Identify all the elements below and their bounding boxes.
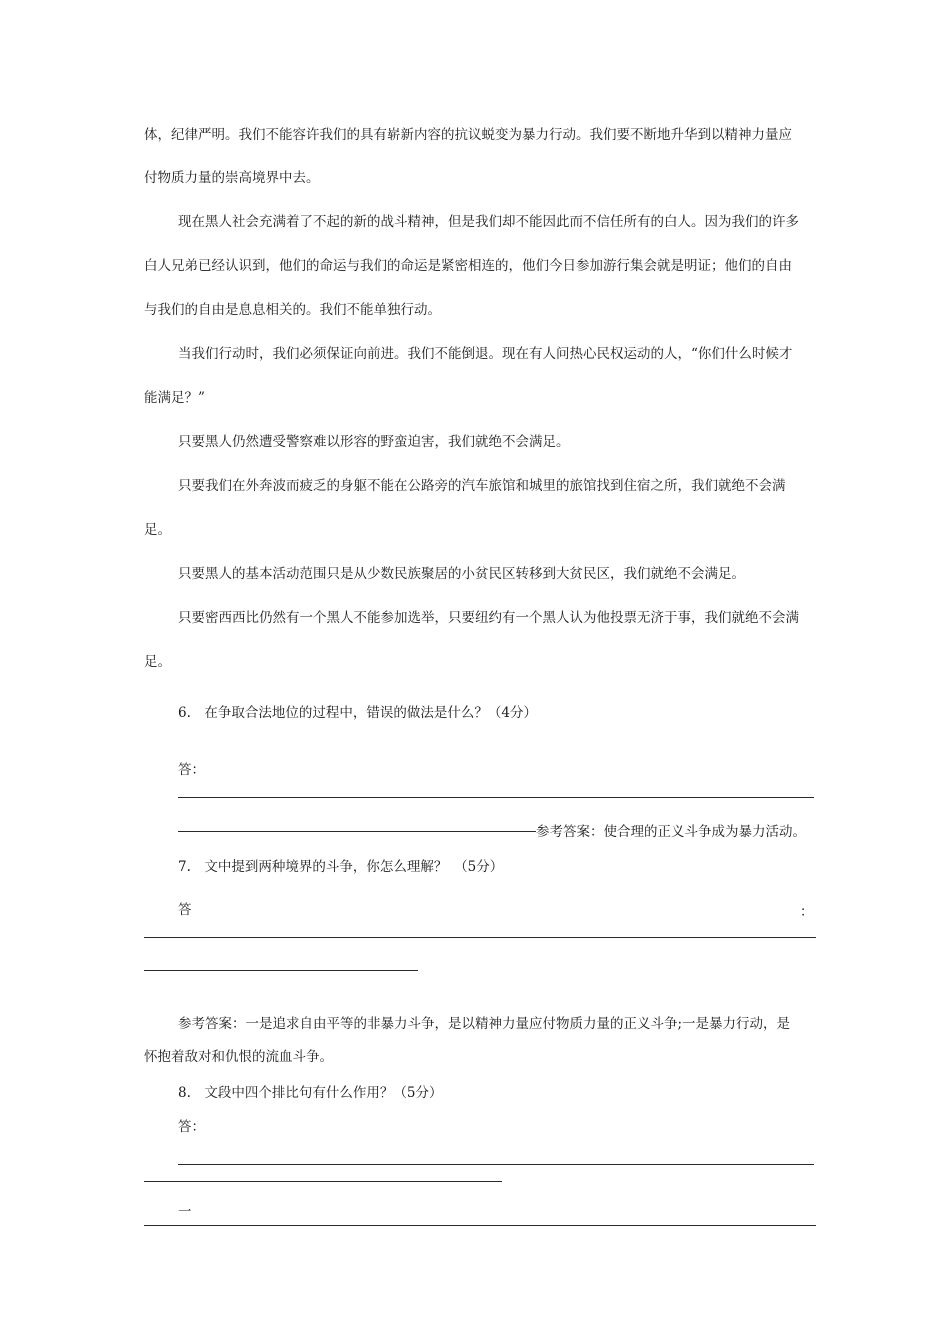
passage-line: 足。 <box>144 654 171 670</box>
reference-answer: 怀抱着敌对和仇恨的流血斗争。 <box>144 1049 333 1065</box>
passage-line: 白人兄弟已经认识到，他们的命运与我们的命运是紧密相连的，他们今日参加游行集会就是明证；他们的自由 <box>144 258 792 274</box>
answer-line <box>178 831 536 832</box>
answer-dash-mark: 一 <box>178 1204 192 1220</box>
passage-line: 只要密西西比仍然有一个黑人不能参加选举，只要纽约有一个黑人认为他投票无济于事，我们就绝不会满 <box>178 610 799 626</box>
question-6: 6. 在争取合法地位的过程中，错误的做法是什么？（4分） <box>178 705 537 721</box>
answer-label: 答 <box>178 902 192 918</box>
answer-line <box>144 1225 816 1226</box>
answer-label: 答： <box>178 762 205 778</box>
passage-line: 当我们行动时，我们必须保证向前进。我们不能倒退。现在有人问热心民权运动的人，“你们什么时候才 <box>178 346 793 362</box>
passage-line: 付物质力量的崇高境界中去。 <box>144 170 320 186</box>
answer-line <box>144 1181 502 1182</box>
passage-line: 与我们的自由是息息相关的。我们不能单独行动。 <box>144 302 441 318</box>
question-7: 7. 文中提到两种境界的斗争，你怎么理解？ （5分） <box>178 859 504 875</box>
answer-line <box>178 1164 814 1165</box>
passage-line: 能满足？” <box>144 390 205 406</box>
answer-line <box>144 970 418 971</box>
passage-line: 体，纪律严明。我们不能容许我们的具有崭新内容的抗议蜕变为暴力行动。我们要不断地升华到以精神力量应 <box>144 127 792 143</box>
passage-line: 足。 <box>144 522 171 538</box>
passage-line: 只要黑人仍然遭受警察难以形容的野蛮迫害，我们就绝不会满足。 <box>178 434 570 450</box>
passage-line: 只要黑人的基本活动范围只是从少数民族聚居的小贫民区转移到大贫民区，我们就绝不会满足。 <box>178 566 745 582</box>
reference-answer: 参考答案：使合理的正义斗争成为暴力活动。 <box>536 824 806 840</box>
answer-colon: ： <box>800 904 814 920</box>
answer-line <box>144 937 816 938</box>
answer-label: 答： <box>178 1119 205 1135</box>
passage-line: 只要我们在外奔波而疲乏的身躯不能在公路旁的汽车旅馆和城里的旅馆找到住宿之所，我们就绝不会满 <box>178 478 786 494</box>
answer-line <box>178 797 814 798</box>
passage-line: 现在黑人社会充满着了不起的新的战斗精神，但是我们却不能因此而不信任所有的白人。因为我们的许多 <box>178 214 799 230</box>
question-8: 8. 文段中四个排比句有什么作用？（5分） <box>178 1085 443 1101</box>
reference-answer: 参考答案：一是追求自由平等的非暴力斗争，是以精神力量应付物质力量的正义斗争;一是暴力行动，是 <box>178 1016 791 1032</box>
